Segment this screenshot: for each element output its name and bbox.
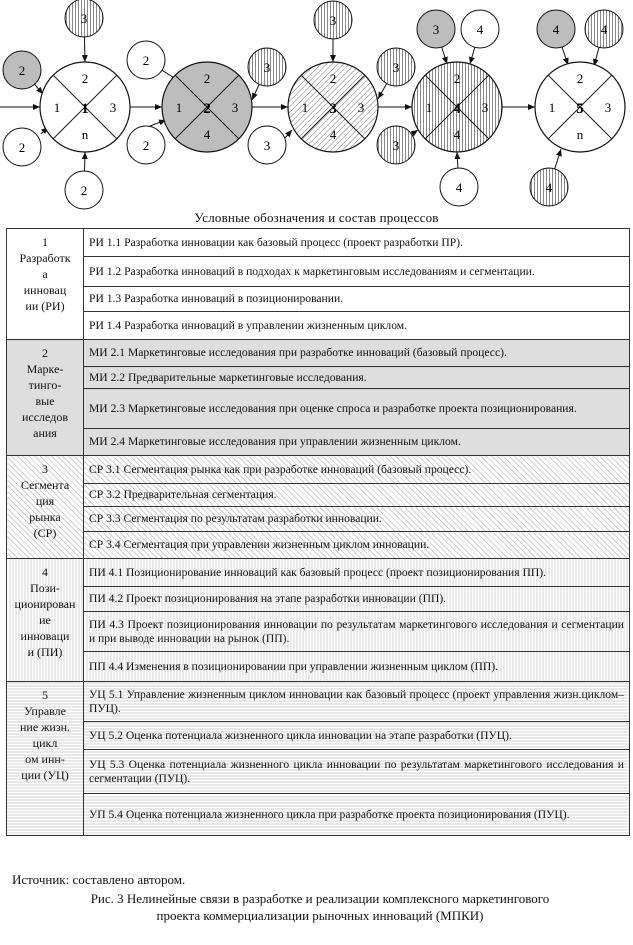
sector-right-label: 3 [604, 100, 612, 115]
caption-line-1: Рис. 3 Нелинейные связи в разработке и реализации комплексного маркетингового [90, 891, 550, 906]
satellite-label: 2 [18, 140, 26, 155]
sector-right-label: 3 [231, 100, 239, 115]
process-item: ПИ 4.3 Проект позиционирования инновации по результатам маркетингового исследования и сегментации и при выводе инновации на рынок (ПП). [84, 612, 630, 652]
satellite-arrow [555, 149, 561, 169]
satellite-label: 2 [80, 183, 88, 198]
process-row [7, 484, 630, 507]
sector-bottom-label: n [576, 127, 584, 142]
process-row [7, 429, 630, 456]
process-row [7, 312, 630, 340]
satellite-node [248, 48, 286, 86]
process-node-4 [412, 62, 502, 152]
sector-bottom-label: 4 [329, 127, 337, 142]
process-node-2 [162, 62, 252, 152]
process-row [7, 367, 630, 389]
satellite-label: 3 [80, 11, 88, 26]
satellite-arrow [84, 152, 85, 171]
satellite-label: 3 [329, 13, 337, 28]
satellite-arrow [378, 84, 387, 99]
process-row [7, 287, 630, 312]
process-row [7, 257, 630, 287]
process-row [7, 507, 630, 532]
caption-line-2: проекта коммерциализации рыночных инноваций (МПКИ) [156, 908, 484, 923]
satellite-node [127, 41, 165, 79]
satellite-node [377, 48, 415, 86]
process-item: УЦ 5.2 Оценка потенциала жизненного цикла инновации на этапе разработки (ПУЦ). [84, 722, 630, 750]
process-item: ПИ 4.1 Позиционирование инноваций как базовый процесс (проект позиционирования ПП). [84, 559, 630, 587]
process-row [7, 456, 630, 484]
category-cell: 4 Пози- ционирован ие инноваци и (ПИ) [7, 559, 84, 682]
process-item: РИ 1.1 Разработка инновации как базовый процесс (проект разработки ПР). [84, 229, 630, 257]
process-row [7, 794, 630, 836]
sector-top-label: 2 [203, 71, 211, 86]
node-number: 3 [329, 101, 337, 117]
sector-bottom-label: 4 [453, 127, 461, 142]
satellite-label: 3 [263, 60, 271, 75]
process-item: УЦ 5.3 Оценка потенциала жизненного цикла инновации по результатам маркетингового исследования и сегментации (ПУЦ). [84, 750, 630, 794]
process-item: РИ 1.3 Разработка инноваций в позиционировании. [84, 287, 630, 312]
process-item: СР 3.2 Предварительная сегментация. [84, 484, 630, 507]
satellite-label: 2 [18, 63, 26, 78]
process-item: МИ 2.1 Маркетинговые исследования при разработке инноваций (базовый процесс). [84, 340, 630, 367]
sector-bottom-label: 4 [203, 127, 211, 142]
category-cell: 1 Разработк а инновац ии (РИ) [7, 229, 84, 340]
satellite-label: 4 [476, 22, 484, 37]
sector-left-label: 1 [175, 100, 183, 115]
sector-left-label: 1 [548, 100, 556, 115]
satellite-label: 4 [600, 22, 608, 37]
node-number: 5 [576, 101, 584, 117]
satellite-label: 3 [392, 60, 400, 75]
sector-bottom-label: n [81, 127, 89, 142]
process-item: РИ 1.4 Разработка инноваций в управлении жизненным циклом. [84, 312, 630, 340]
satellite-node [3, 51, 41, 89]
process-row [7, 612, 630, 652]
process-row [7, 682, 630, 722]
figure-caption [20, 890, 620, 924]
satellite-node [127, 126, 165, 164]
satellite-node [377, 126, 415, 164]
legend-title: Условные обозначения и состав процессов [194, 210, 439, 225]
process-item: СР 3.1 Сегментация рынка как при разработке инноваций (базовый процесс). [84, 456, 630, 484]
process-item: ПП 4.4 Изменения в позиционировании при управлении жизненным циклом (ПП). [84, 652, 630, 682]
node-number: 1 [81, 101, 89, 117]
process-diagram [0, 0, 633, 210]
source-note: Источник: составлено автором. [12, 872, 186, 887]
process-row [7, 750, 630, 794]
satellite-label: 3 [263, 138, 271, 153]
satellite-node [248, 126, 286, 164]
sector-right-label: 3 [481, 100, 489, 115]
process-item: МИ 2.3 Маркетинговые исследования при оценке спроса и разработке проекта позиционирования. [84, 389, 630, 429]
satellite-arrow [84, 37, 85, 62]
satellite-label: 2 [142, 138, 150, 153]
process-row [7, 229, 630, 257]
satellite-node [314, 1, 352, 39]
process-item: РИ 1.2 Разработка инноваций в подходах к маркетинговым исследованиям и сегментации. [84, 257, 630, 287]
sector-left-label: 1 [53, 100, 61, 115]
process-row [7, 652, 630, 682]
satellite-label: 2 [142, 53, 150, 68]
satellite-arrow [35, 84, 43, 94]
satellite-label: 3 [432, 22, 440, 37]
sector-left-label: 1 [301, 100, 309, 115]
sector-top-label: 2 [453, 71, 461, 86]
satellite-arrow [457, 152, 458, 168]
satellite-node [461, 10, 499, 48]
process-node-5 [535, 62, 625, 152]
satellite-arrow [252, 84, 259, 100]
process-node-1 [40, 62, 130, 152]
process-node-3 [288, 62, 378, 152]
sector-left-label: 1 [425, 100, 433, 115]
node-number: 4 [453, 101, 461, 117]
satellite-label: 4 [552, 22, 560, 37]
category-cell: 3 Сегмента ция рынка (СР) [7, 456, 84, 559]
process-item: УЦ 5.1 Управление жизненным циклом инновации как базовый процесс (проект управления жизн.циклом– ПУЦ). [84, 682, 630, 722]
satellite-arrow [470, 47, 475, 64]
process-item: УП 5.4 Оценка потенциала жизненного цикла при разработке проекта позиционирования (ПУЦ). [84, 794, 630, 836]
sector-right-label: 3 [357, 100, 365, 115]
sector-right-label: 3 [109, 100, 117, 115]
satellite-arrow [562, 47, 568, 65]
process-row [7, 340, 630, 367]
sector-top-label: 2 [81, 71, 89, 86]
process-item: СР 3.3 Сегментация по результатам разработки инновации. [84, 507, 630, 532]
satellite-label: 3 [392, 138, 400, 153]
satellite-node [65, 0, 103, 37]
node-number: 2 [203, 101, 211, 117]
satellite-node [3, 128, 41, 166]
sector-top-label: 2 [329, 71, 337, 86]
sector-top-label: 2 [576, 71, 584, 86]
process-item: МИ 2.4 Маркетинговые исследования при управлении жизненным циклом. [84, 429, 630, 456]
satellite-node [530, 168, 568, 206]
satellite-label: 4 [545, 180, 553, 195]
process-table [6, 228, 630, 836]
satellite-node [585, 10, 623, 48]
process-item: СР 3.4 Сегментация при управлении жизненным циклом инновации. [84, 532, 630, 559]
satellite-label: 4 [455, 180, 463, 195]
satellite-node [417, 10, 455, 48]
category-cell: 2 Марке- тинго- вые исследов ания [7, 340, 84, 456]
process-item: ПИ 4.2 Проект позиционирования на этапе разработки инновации (ПП). [84, 587, 630, 612]
satellite-node [537, 10, 575, 48]
process-item: МИ 2.2 Предварительные маркетинговые исследования. [84, 367, 630, 389]
process-row [7, 559, 630, 587]
satellite-node [65, 171, 103, 209]
satellite-arrow [285, 130, 292, 138]
process-row [7, 587, 630, 612]
satellite-node [440, 168, 478, 206]
process-row [7, 389, 630, 429]
satellite-arrow [412, 130, 418, 134]
category-cell: 5 Управле ние жизн. цикл ом инн- ции (УЦ) [7, 682, 84, 836]
satellite-arrow [594, 47, 599, 66]
satellite-arrow [442, 47, 447, 64]
process-row [7, 532, 630, 559]
process-row [7, 722, 630, 750]
